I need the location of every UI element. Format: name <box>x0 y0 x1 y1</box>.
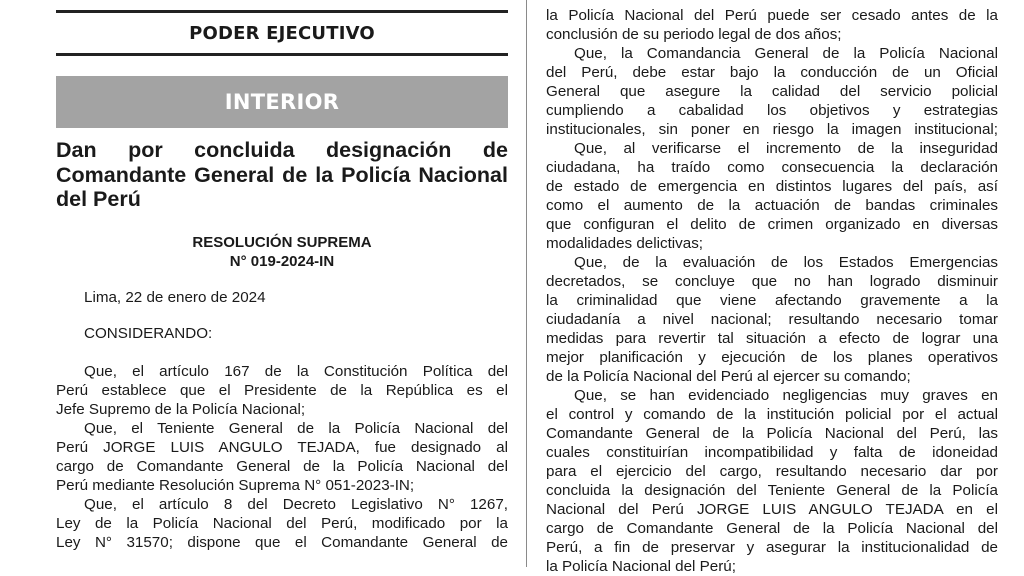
headline: Dan por concluida designación de Comandante General de la Policía Nacional del Perú <box>56 138 508 211</box>
body-line: de la Policía Nacional del Perú al ejercer su comando; <box>546 368 911 385</box>
section-header <box>56 10 508 56</box>
body-line: conclusión de su periodo legal de dos años; <box>546 26 842 43</box>
body-line: ciudadanía a nivel nacional; resultando necesario tomar <box>546 311 998 328</box>
resolution-type: RESOLUCIÓN SUPREMA <box>192 234 372 251</box>
body-line: cargo de Comandante General de la Policía Nacional del <box>546 520 998 537</box>
body-line: Nacional del Perú JORGE LUIS ANGULO TEJADA en el <box>546 501 998 518</box>
column-divider <box>526 0 527 567</box>
body-line: Que, se han evidenciado negligencias muy graves en <box>574 387 998 404</box>
resolution-number: N° 019-2024-IN <box>229 253 335 270</box>
body-line: cumpliendo a cabalidad los objetivos y estrategias <box>546 102 998 119</box>
body-line: medidas para revertir tal situación a efecto de lograr una <box>546 330 998 347</box>
body-line: Jefe Supremo de la Policía Nacional; <box>56 401 306 418</box>
body-line: la Policía Nacional del Perú puede ser cesado antes de la <box>546 7 998 24</box>
sector-title: INTERIOR <box>224 90 340 114</box>
body-line: Comandante General de la Policía Nacional del Perú, las <box>546 425 998 442</box>
body-line: como el aumento de la actuación de bandas criminales <box>546 197 998 214</box>
body-line: concluida la designación del Teniente General de la Policía <box>546 482 998 499</box>
section-title: PODER EJECUTIVO <box>189 22 375 44</box>
body-line: Que, al verificarse el incremento de la inseguridad <box>574 140 998 157</box>
place-date: Lima, 22 de enero de 2024 <box>84 289 266 306</box>
body-line: Perú mediante Resolución Suprema N° 051-2023-IN; <box>56 477 415 494</box>
body-line: Que, el artículo 167 de la Constitución Política del <box>84 363 508 380</box>
body-line: de estado de emergencia en distintos lugares del país, así <box>546 178 998 195</box>
body-line: mejor planificación y ejecución de los planes operativos <box>546 349 998 366</box>
body-line: cuales constituirían incompatibilidad y falta de idoneidad <box>546 444 998 461</box>
body-line: para el ejercicio del cargo, resultando necesario dar por <box>546 463 998 480</box>
body-line: cargo de Comandante General de la Policía Nacional del <box>56 458 508 475</box>
body-line: el control y comando de la institución policial por el actual <box>546 406 998 423</box>
sector-banner <box>56 76 508 128</box>
body-line: del Perú, debe estar bajo la conducción de un Oficial <box>546 64 998 81</box>
body-line: ciudadana, ha traído como consecuencia la declaración <box>546 159 998 176</box>
body-line: Que, el artículo 8 del Decreto Legislativo N° 1267, <box>84 496 508 513</box>
body-line: que configuran el delito de crimen organizado en diversas <box>546 216 998 233</box>
body-line: Ley N° 31570; dispone que el Comandante General de <box>56 534 508 551</box>
resolution-title <box>56 233 508 271</box>
body-line: Que, de la evaluación de los Estados Emergencias <box>574 254 998 271</box>
body-line: Que, el Teniente General de la Policía Nacional del <box>84 420 508 437</box>
body-line: Perú, a fin de preservar y asegurar la institucionalidad de <box>546 539 998 556</box>
considerando-label: CONSIDERANDO: <box>84 325 213 342</box>
body-line: decretados, se concluye que no han logrado disminuir <box>546 273 998 290</box>
body-line: institucionales, sin poner en riesgo la imagen institucional; <box>546 121 998 138</box>
body-line: la criminalidad que viene afectando gravemente a la <box>546 292 998 309</box>
body-line: Perú JORGE LUIS ANGULO TEJADA, fue designado al <box>56 439 508 456</box>
body-line: la Policía Nacional del Perú; <box>546 558 736 575</box>
body-line: Ley de la Policía Nacional del Perú, modificado por la <box>56 515 508 532</box>
body-line: Perú establece que el Presidente de la República es el <box>56 382 508 399</box>
body-line: Que, la Comandancia General de la Policía Nacional <box>574 45 998 62</box>
body-line: modalidades delictivas; <box>546 235 704 252</box>
body-line: General que asegure la calidad del servicio policial <box>546 83 998 100</box>
